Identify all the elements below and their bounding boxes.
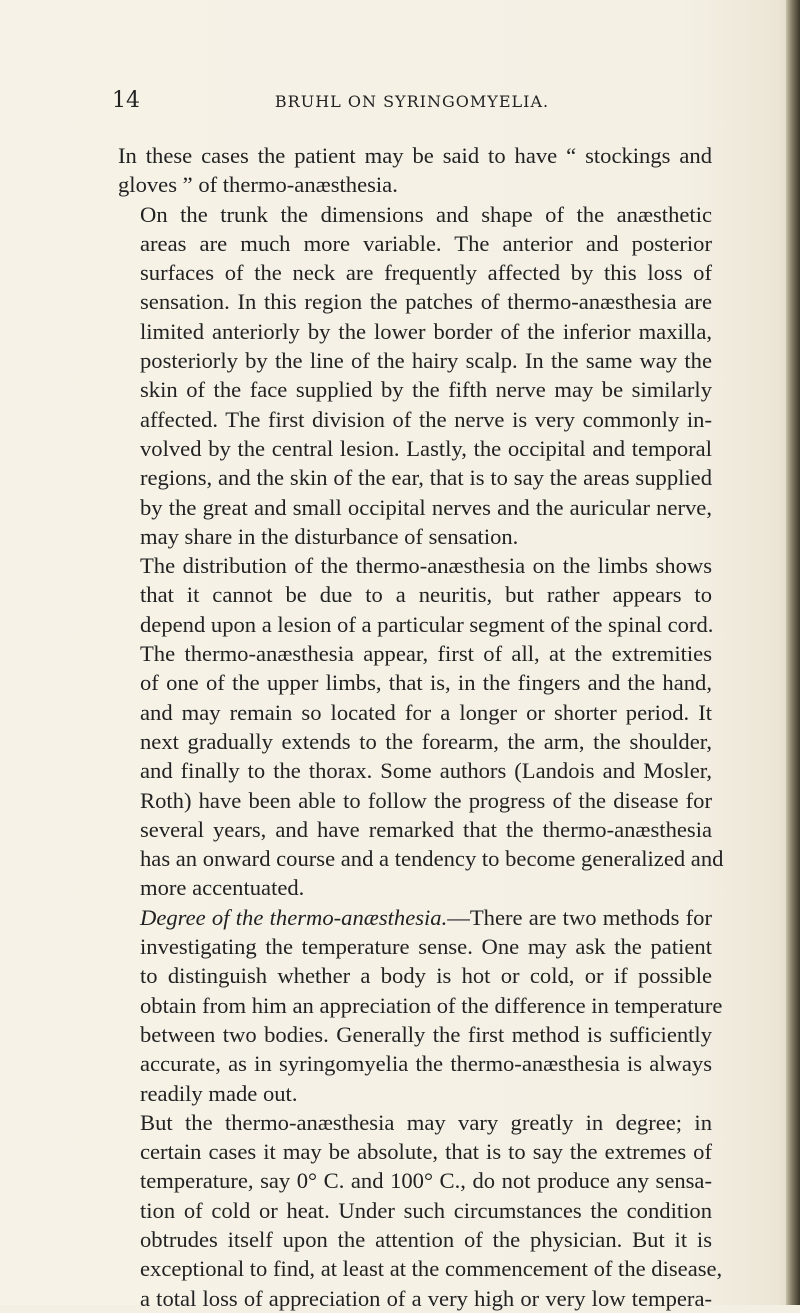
paragraph <box>118 1108 723 1313</box>
text-line: exceptional to find, at least at the commencement of the disease, <box>140 1256 723 1282</box>
paragraph <box>118 141 712 200</box>
text-line: affected. The first division of the nerve is very commonly in- <box>140 406 712 432</box>
text-line: But the thermo-anæsthesia may vary greatly in degree; in <box>140 1109 712 1135</box>
text-line: that it cannot be due to a neuritis, but rather appears to <box>140 582 712 608</box>
text-line: The thermo-anæsthesia appear, first of all, at the extremities <box>140 641 712 667</box>
text-line: readily made out. <box>140 1080 298 1106</box>
text-line: to distinguish whether a body is hot or cold, or if possible <box>140 963 712 989</box>
text-line: investigating the temperature sense. One may ask the patient <box>140 934 712 960</box>
text-line: temperature, say 0° C. and 100° C., do not produce any sensa- <box>140 1168 712 1194</box>
text-line: volved by the central lesion. Lastly, the occipital and temporal <box>140 435 712 461</box>
paragraph <box>118 200 712 552</box>
paragraph <box>118 639 724 903</box>
text-line: sensation. In this region the patches of thermo-anæsthesia are <box>140 289 712 315</box>
body-text <box>118 141 724 1313</box>
text-line-with-heading <box>118 903 712 932</box>
text-line: of one of the upper limbs, that is, in the fingers and the hand, <box>140 670 712 696</box>
text-line: certain cases it may be absolute, that is to say the extremes of <box>140 1139 712 1165</box>
text-line: by the great and small occipital nerves and the auricular nerve, <box>140 494 712 520</box>
text-line: obtain from him an appreciation of the difference in temperature <box>140 992 723 1018</box>
text-line: regions, and the skin of the ear, that is to say the areas supplied <box>140 465 712 491</box>
text-line: skin of the face supplied by the fifth nerve may be similarly <box>140 377 712 403</box>
running-title: BRUHL ON SYRINGOMYELIA. <box>274 92 550 111</box>
book-spine-edge <box>786 0 800 1305</box>
text-line: next gradually extends to the forearm, the arm, the shoulder, <box>140 728 712 754</box>
text-line: surfaces of the neck are frequently affected by this loss of <box>140 260 712 286</box>
text-line: areas are much more variable. The anterior and posterior <box>140 230 712 256</box>
text-line: In these cases the patient may be said to have “ stockings and <box>118 143 712 168</box>
text-line: obtrudes itself upon the attention of the physician. But it is <box>140 1226 712 1252</box>
page-number: 14 <box>112 88 140 113</box>
text-line: gloves ” of thermo-anæsthesia. <box>118 172 398 198</box>
text-line: between two bodies. Generally the first method is sufficiently <box>140 1021 712 1047</box>
text-line: has an onward course and a tendency to become generalized and <box>140 846 724 872</box>
text-line: and finally to the thorax. Some authors (Landois and Mosler, <box>140 758 712 784</box>
text-line: accurate, as in syringomyelia the thermo-anæsthesia is always <box>140 1051 712 1077</box>
page-header <box>112 88 712 118</box>
text-line: On the trunk the dimensions and shape of the anæsthetic <box>140 201 712 227</box>
text-line: may share in the disturbance of sensation. <box>140 523 519 549</box>
text-line: Roth) have been able to follow the progress of the disease for <box>140 787 712 813</box>
paragraph <box>118 551 712 639</box>
text-line: depend upon a lesion of a particular segment of the spinal cord. <box>140 611 714 637</box>
section-heading: Degree of the thermo-anæsthesia. <box>140 904 448 930</box>
paragraph <box>118 903 723 1108</box>
text-line: limited anteriorly by the lower border of the inferior maxilla, <box>140 318 712 344</box>
text-line: more accentuated. <box>140 875 305 901</box>
heading-continuation: —There are two methods for <box>447 904 712 930</box>
text-line: a total loss of appreciation of a very high or very low tempera- <box>140 1285 712 1311</box>
text-line: tion of cold or heat. Under such circumstances the condition <box>140 1197 712 1223</box>
text-line: posteriorly by the line of the hairy scalp. In the same way the <box>140 348 712 374</box>
text-line: several years, and have remarked that the thermo-anæsthesia <box>140 816 712 842</box>
text-line: and may remain so located for a longer or shorter period. It <box>140 699 712 725</box>
text-line: The distribution of the thermo-anæsthesia on the limbs shows <box>140 553 712 579</box>
